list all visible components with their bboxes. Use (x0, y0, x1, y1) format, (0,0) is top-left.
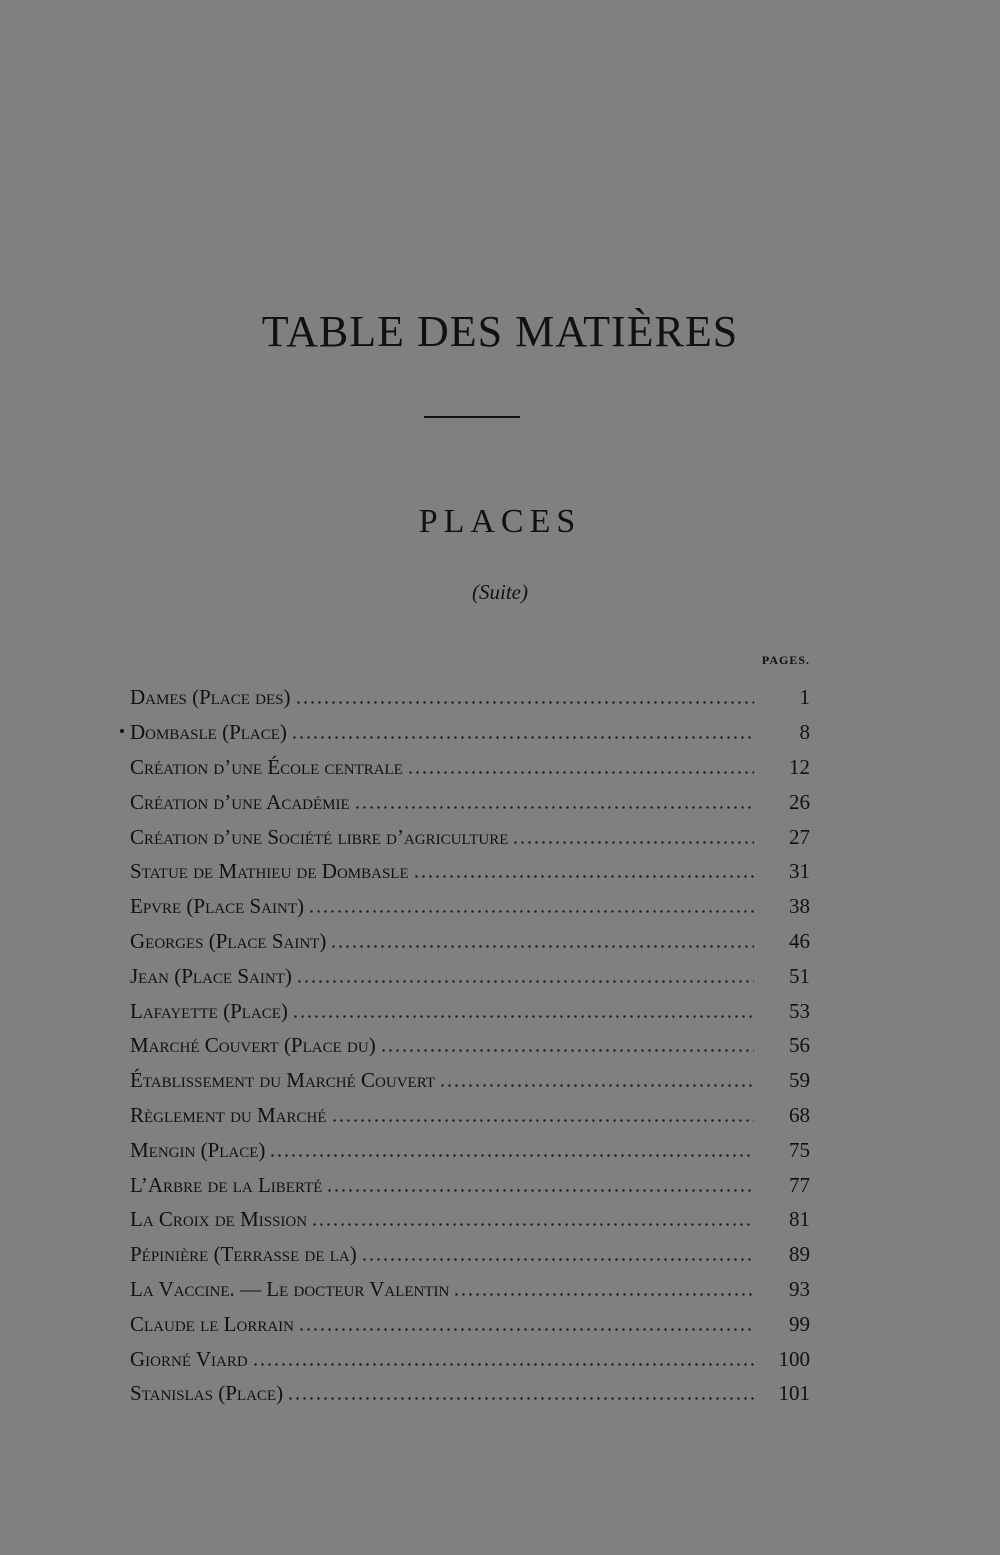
toc-entry-title: Georges (Place Saint) (130, 928, 327, 953)
section-subtitle (0, 578, 1000, 606)
toc-entry-title: Règlement du Marché (130, 1102, 327, 1127)
toc-entry (130, 819, 810, 854)
toc-entry-title: Dombasle (Place) (130, 720, 287, 745)
toc-entry-title: Statue de Mathieu de Dombasle (130, 859, 409, 884)
dot-leader (326, 1172, 754, 1198)
toc-entry-title: Lafayette (Place) (130, 998, 288, 1023)
toc-entry-title: La Croix de Mission (130, 1207, 308, 1232)
toc-entry-page: 93 (789, 1276, 810, 1301)
toc-entry (130, 993, 810, 1028)
dot-leader (292, 998, 754, 1024)
dot-leader (330, 928, 754, 954)
dot-leader (295, 684, 754, 710)
dot-leader (512, 824, 754, 850)
toc-entry-title: Stanislas (Place) (130, 1381, 284, 1406)
toc-entry-page: 53 (789, 998, 810, 1023)
toc-entry-title: Epvre (Place Saint) (130, 894, 304, 919)
dot-leader (361, 1241, 754, 1267)
toc-entry (130, 1376, 810, 1411)
toc-entry (130, 1028, 810, 1063)
toc-entry (130, 924, 810, 959)
margin-dot-mark (120, 729, 124, 733)
toc-entry-title: Pépinière (Terrasse de la) (130, 1242, 357, 1267)
toc-entry-title: Claude le Lorrain (130, 1311, 294, 1336)
toc-entry-page: 68 (789, 1102, 810, 1127)
dot-leader (291, 719, 754, 745)
toc-entry-page: 99 (789, 1311, 810, 1336)
toc-entry-title: Établissement du Marché Couvert (130, 1068, 435, 1093)
toc-entry-title: Giorné Viard (130, 1346, 248, 1371)
subtitle-text: (Suite) (472, 580, 528, 604)
toc-entry-page: 59 (789, 1068, 810, 1093)
dot-leader (308, 893, 754, 919)
dot-leader (296, 963, 754, 989)
dot-leader (269, 1137, 754, 1163)
toc-entry (130, 1272, 810, 1307)
toc-entry (130, 1306, 810, 1341)
toc-entry-page: 81 (789, 1207, 810, 1232)
toc-entry-title: Création d’une Société libre d’agriculture (130, 824, 509, 849)
toc-entry (130, 715, 810, 750)
toc-entry-title: Création d’une École centrale (130, 754, 403, 779)
toc-entry-page: 101 (778, 1381, 810, 1406)
toc-entry (130, 1237, 810, 1272)
toc-entry-title: L’Arbre de la Liberté (130, 1172, 323, 1197)
toc-entry (130, 1063, 810, 1098)
dot-leader (287, 1380, 754, 1406)
toc-entry-title: Création d’une Académie (130, 789, 350, 814)
toc-entry (130, 1132, 810, 1167)
toc-entry-page: 27 (789, 824, 810, 849)
toc-entry (130, 889, 810, 924)
dot-leader (252, 1346, 754, 1372)
toc-entry-page: 31 (789, 859, 810, 884)
toc-entry (130, 958, 810, 993)
dot-leader (298, 1311, 754, 1337)
dot-leader (407, 754, 754, 780)
toc-entry (130, 854, 810, 889)
toc-entry (130, 784, 810, 819)
toc-entry (130, 1202, 810, 1237)
toc-entry-page: 38 (789, 894, 810, 919)
toc-entry (130, 1098, 810, 1133)
dot-leader (354, 789, 754, 815)
title-rule (424, 416, 520, 418)
toc-entry-title: Jean (Place Saint) (130, 963, 292, 988)
toc-entry (130, 1341, 810, 1376)
page-title: TABLE DES MATIÈRES (261, 307, 739, 356)
dot-leader (331, 1102, 755, 1128)
section-title: PLACES (418, 503, 582, 540)
toc-entry-title: Mengin (Place) (130, 1137, 266, 1162)
toc-entry-page: 1 (799, 685, 810, 710)
toc-entry-page: 75 (789, 1137, 810, 1162)
dot-leader (380, 1032, 754, 1058)
toc-entry (130, 750, 810, 785)
toc-entry-page: 56 (789, 1033, 810, 1058)
toc-entry-page: 8 (799, 720, 810, 745)
toc-entry-page: 26 (789, 789, 810, 814)
toc-entry (130, 1167, 810, 1202)
dot-leader (453, 1276, 754, 1302)
toc-entry (130, 680, 810, 715)
toc-entry-page: 51 (789, 963, 810, 988)
toc-entry-page: 89 (789, 1242, 810, 1267)
toc-entry-title: La Vaccine. — Le docteur Valentin (130, 1276, 450, 1301)
pages-column-label: PAGES. (761, 653, 810, 667)
dot-leader (439, 1067, 754, 1093)
table-of-contents (130, 680, 810, 1411)
dot-leader (413, 858, 754, 884)
toc-entry-page: 77 (789, 1172, 810, 1197)
toc-entry-title: Dames (Place des) (130, 685, 291, 710)
toc-entry-page: 46 (789, 928, 810, 953)
toc-entry-page: 12 (789, 754, 810, 779)
toc-entry-page: 100 (778, 1346, 810, 1371)
toc-entry-title: Marché Couvert (Place du) (130, 1033, 376, 1058)
dot-leader (311, 1206, 754, 1232)
